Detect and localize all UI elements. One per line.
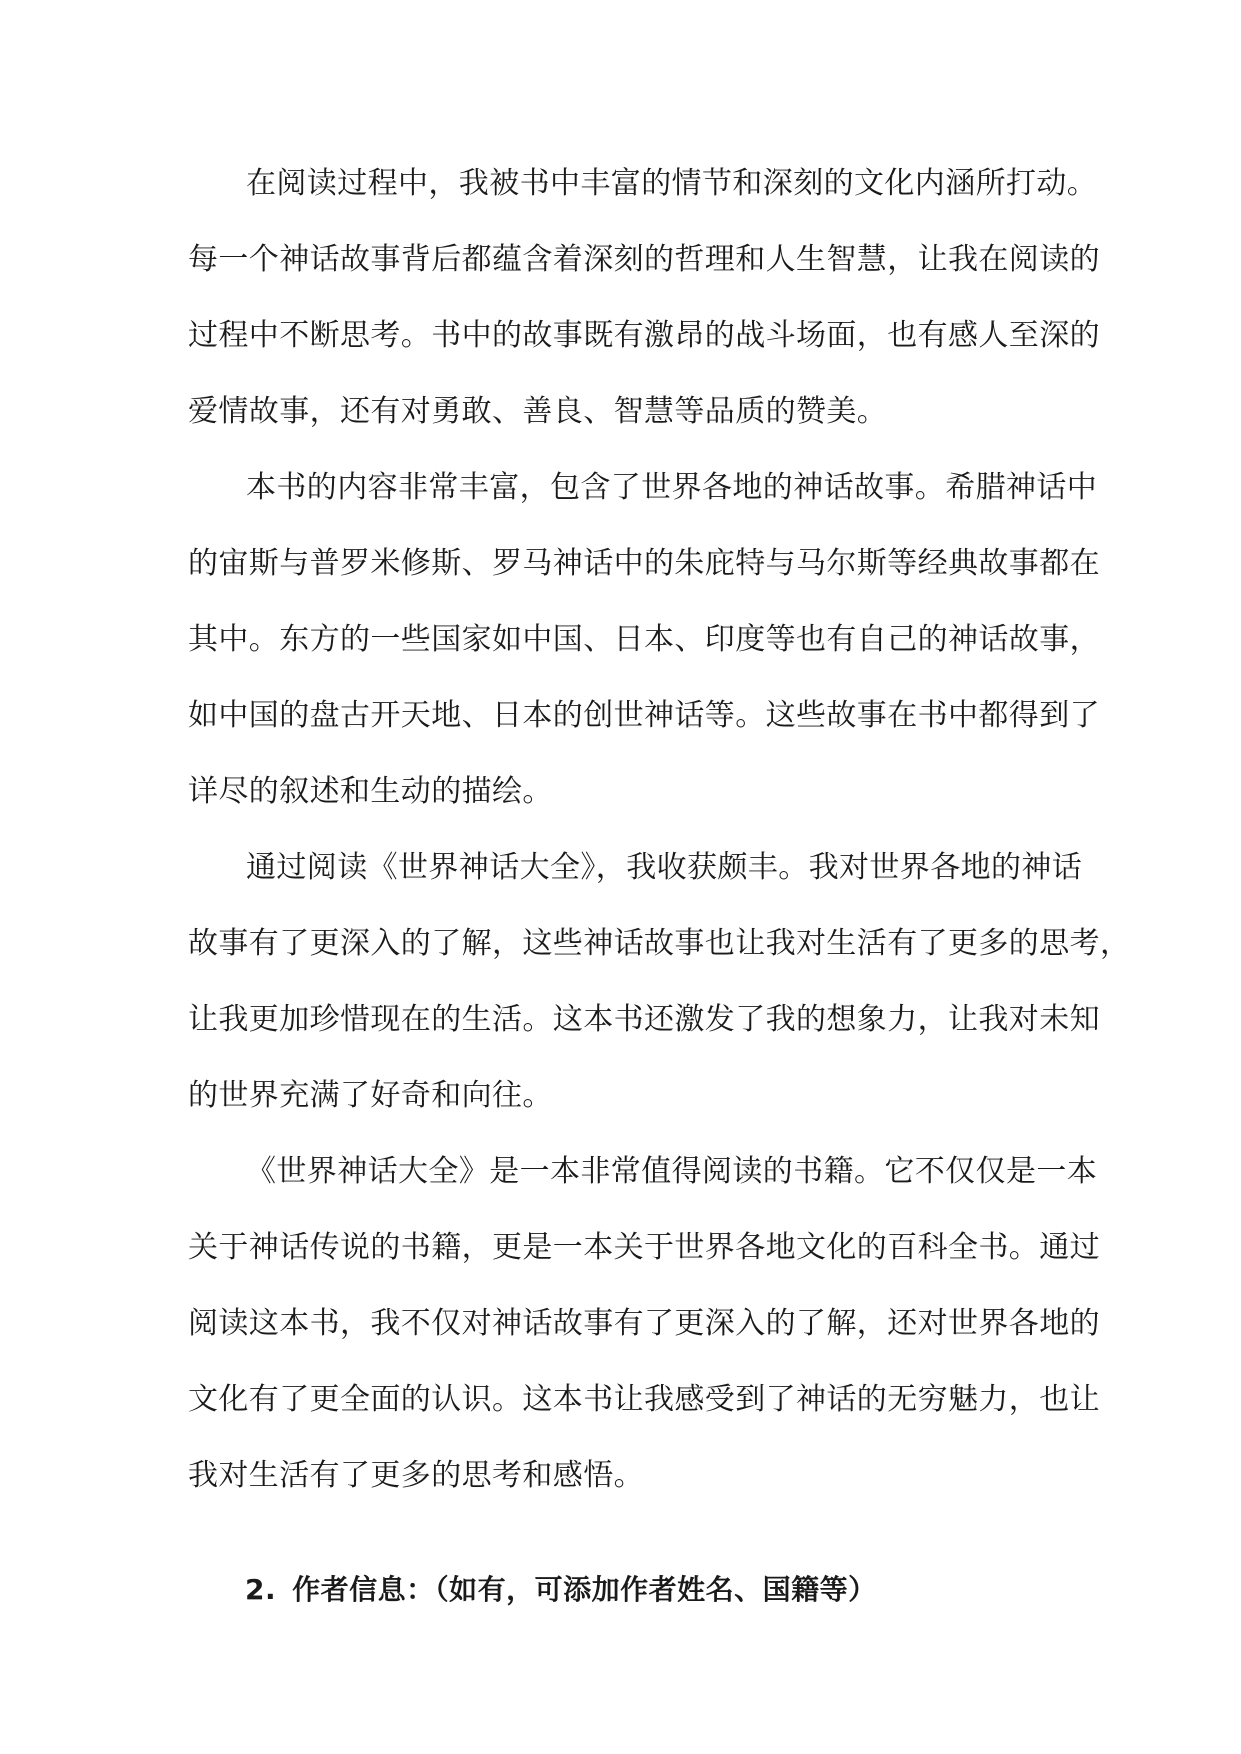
paragraph-line: 让我更加珍惜现在的生活。这本书还激发了我的想象力，让我对未知 [188,1002,1100,1037]
paragraph-line: 《世界神话大全》是一本非常值得阅读的书籍。它不仅仅是一本 [246,1154,1098,1189]
paragraph-line: 的世界充满了好奇和向往。 [188,1078,553,1113]
paragraph-line: 过程中不断思考。书中的故事既有激昂的战斗场面，也有感人至深的 [188,318,1100,353]
paragraph-book-content [188,450,1100,830]
section-heading-author-info [245,1570,877,1610]
paragraph-line: 如中国的盘古开天地、日本的创世神话等。这些故事在书中都得到了 [188,698,1100,733]
section-number: 2. [245,1573,277,1606]
paragraph-gains [188,830,1131,1134]
paragraph-conclusion [188,1134,1100,1514]
paragraph-line: 的宙斯与普罗米修斯、罗马神话中的朱庇特与马尔斯等经典故事都在 [188,546,1100,581]
paragraph-line: 爱情故事，还有对勇敢、善良、智慧等品质的赞美。 [188,394,888,429]
paragraph-line: 其中。东方的一些国家如中国、日本、印度等也有自己的神话故事， [188,622,1100,657]
paragraph-line: 我对生活有了更多的思考和感悟。 [188,1458,644,1493]
paragraph-line: 文化有了更全面的认识。这本书让我感受到了神话的无穷魅力，也让 [188,1382,1100,1417]
document-body [188,146,1131,1514]
paragraph-line: 详尽的叙述和生动的描绘。 [188,774,553,809]
paragraph-line: 阅读这本书，我不仅对神话故事有了更深入的了解，还对世界各地的 [188,1306,1100,1341]
paragraph-line: 本书的内容非常丰富，包含了世界各地的神话故事。希腊神话中 [246,470,1098,505]
paragraph-line: 每一个神话故事背后都蕴含着深刻的哲理和人生智慧，让我在阅读的 [188,242,1100,277]
paragraph-line: 故事有了更深入的了解，这些神话故事也让我对生活有了更多的思考， [188,926,1131,961]
paragraph-line: 关于神话传说的书籍，更是一本关于世界各地文化的百科全书。通过 [188,1230,1100,1265]
paragraph-line: 在阅读过程中，我被书中丰富的情节和深刻的文化内涵所打动。 [246,166,1098,201]
section-heading-text: 作者信息：（如有，可添加作者姓名、国籍等） [292,1573,877,1606]
paragraph-reading-impressions [188,146,1100,450]
paragraph-line: 通过阅读《世界神话大全》，我收获颇丰。我对世界各地的神话 [246,850,1083,885]
